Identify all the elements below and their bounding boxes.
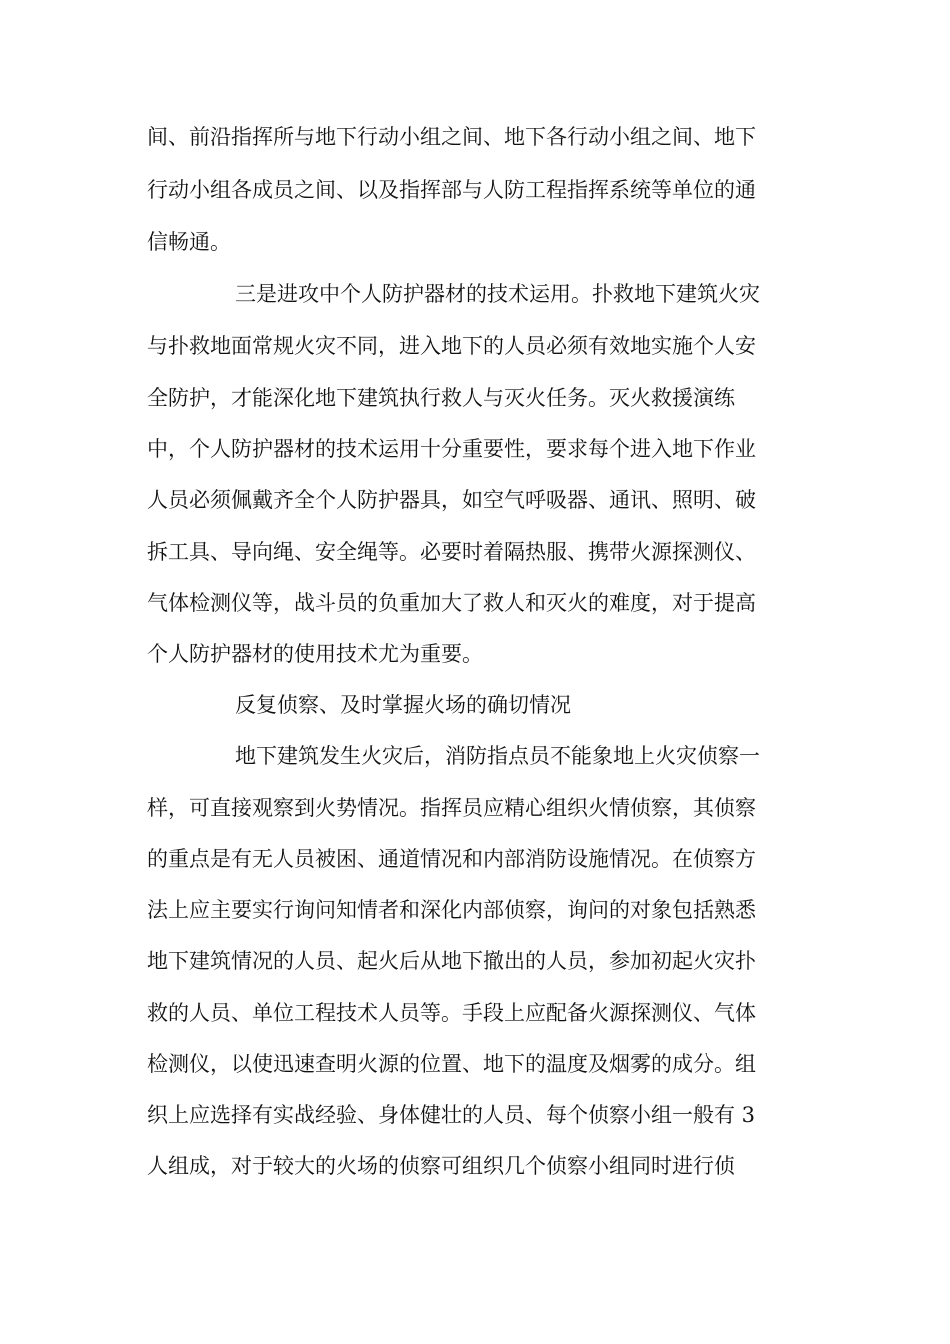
text-line: 人组成，对于较大的火场的侦察可组织几个侦察小组同时进行侦	[147, 1154, 735, 1178]
text-line: 个人防护器材的使用技术尤为重要。	[147, 642, 483, 666]
text-line: 法上应主要实行询问知情者和深化内部侦察，询问的对象包括熟悉	[147, 898, 756, 922]
text-line: 救的人员、单位工程技术人员等。手段上应配备火源探测仪、气体	[147, 1001, 756, 1025]
text-line: 行动小组各成员之间、以及指挥部与人防工程指挥系统等单位的通	[147, 178, 756, 202]
text-line: 样，可直接观察到火势情况。指挥员应精心组织火情侦察，其侦察	[147, 796, 756, 820]
text-line: 地下建筑情况的人员、起火后从地下撤出的人员，参加初起火灾扑	[147, 949, 756, 973]
text-line: 拆工具、导向绳、安全绳等。必要时着隔热服、携带火源探测仪、	[147, 540, 756, 564]
paragraph-first-line: 三是进攻中个人防护器材的技术运用。扑救地下建筑火灾	[235, 282, 760, 306]
text-line: 气体检测仪等，战斗员的负重加大了救人和灭火的难度，对于提高	[147, 591, 756, 615]
section-heading: 反复侦察、及时掌握火场的确切情况	[235, 693, 571, 717]
text-line: 检测仪，以使迅速查明火源的位置、地下的温度及烟雾的成分。组	[147, 1052, 756, 1076]
text-line: 间、前沿指挥所与地下行动小组之间、地下各行动小组之间、地下	[147, 125, 756, 149]
text-line: 全防护，才能深化地下建筑执行救人与灭火任务。灭火救援演练	[147, 386, 735, 410]
text-line: 中，个人防护器材的技术运用十分重要性，要求每个进入地下作业	[147, 437, 756, 461]
text-line: 织上应选择有实战经验、身体健壮的人员、每个侦察小组一般有 3	[147, 1103, 756, 1127]
text-line: 人员必须佩戴齐全个人防护器具，如空气呼吸器、通讯、照明、破	[147, 488, 756, 512]
paragraph-first-line: 地下建筑发生火灾后，消防指点员不能象地上火灾侦察一	[235, 744, 760, 768]
text-line: 的重点是有无人员被困、通道情况和内部消防设施情况。在侦察方	[147, 847, 756, 871]
text-line: 与扑救地面常规火灾不同，进入地下的人员必须有效地实施个人安	[147, 334, 756, 358]
text-line: 信畅通。	[147, 230, 231, 254]
